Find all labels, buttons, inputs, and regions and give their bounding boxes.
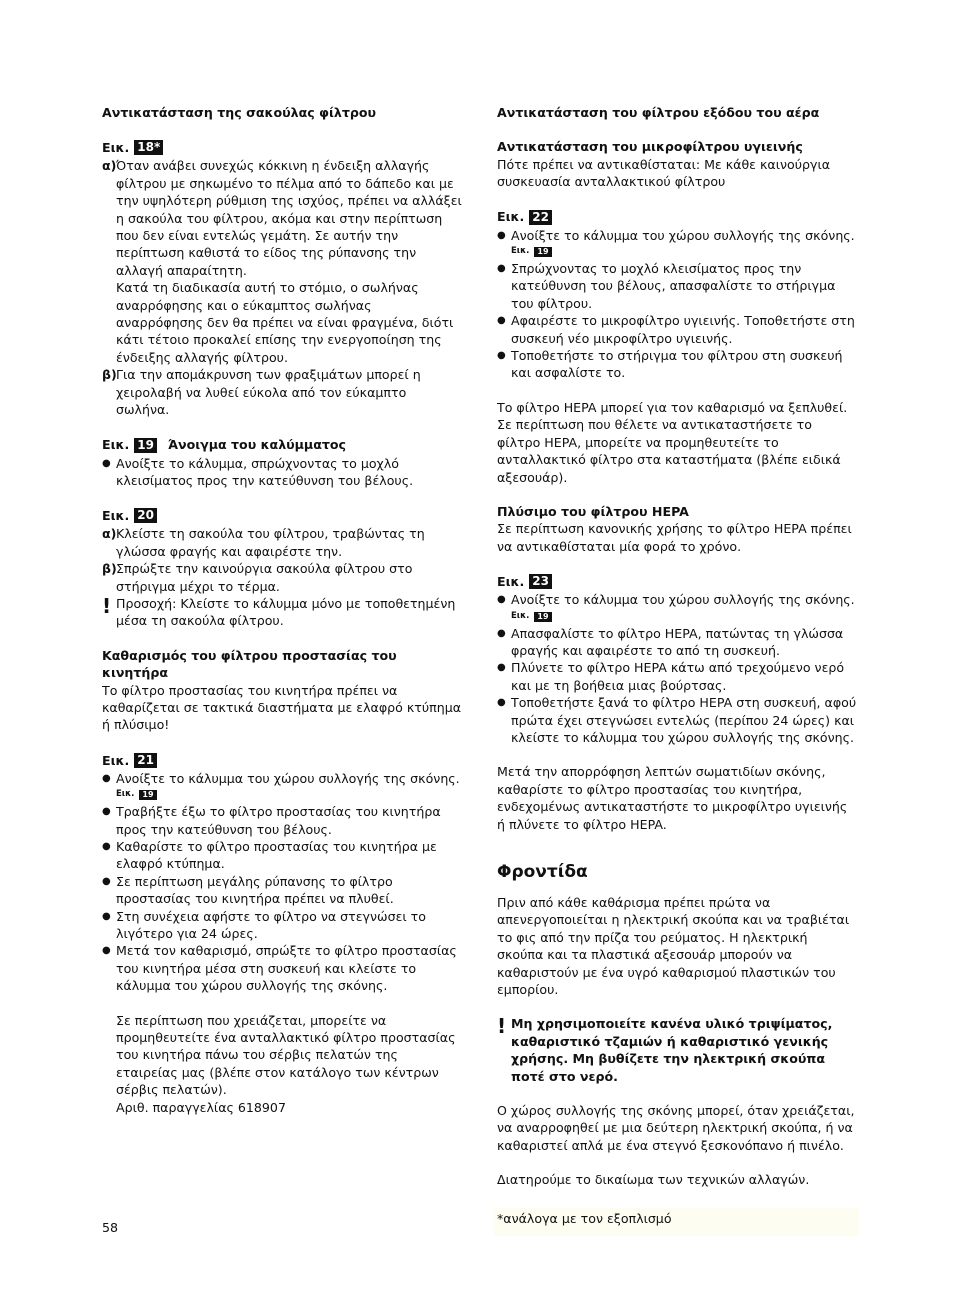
bullet-icon: ●	[497, 662, 506, 674]
paragraph: Ο χώρος συλλογής της σκόνης μπορεί, όταν χρειάζεται, να αναρροφηθεί με μια δεύτερη ηλεκτρική σκούπα, ή να καθαριστεί απλά με ένα στεγνό ξεσκονόπανο ή πινέλο.	[497, 1103, 855, 1153]
figure-number-badge: 19	[534, 247, 551, 257]
list-item: ● Αφαιρέστε το μικροφίλτρο υγιεινής. Τοποθετήστε στη συσκευή νέο μικροφίλτρο υγιεινής.	[497, 313, 855, 346]
step-label: β)	[102, 367, 117, 383]
list-item: ● Ανοίξτε το κάλυμμα του χώρου συλλογής της σκόνης.	[497, 592, 855, 608]
footnote: *ανάλογα με τον εξοπλισμό	[494, 1208, 859, 1236]
page-number: 58	[102, 1220, 119, 1235]
paragraph: Μετά την απορρόφηση λεπτών σωματιδίων σκόνης, καθαρίστε το φίλτρο προστασίας του κινητήρα, ενδεχομένως αντικαταστήστε το μικροφίλτρο υγιεινής ή πλύνετε το φίλτρο HEPA.	[497, 764, 848, 832]
figure-number-badge: 18*	[134, 140, 163, 155]
figure-ref: Εικ. 20	[102, 506, 462, 525]
right-column	[497, 104, 857, 1189]
figure-number-badge: 19	[139, 790, 156, 800]
section-heading: Φροντίδα	[497, 862, 588, 882]
bullet-icon: ●	[102, 945, 111, 957]
list-item: ● Τοποθετήστε ξανά το φίλτρο HEPA στη συσκευή, αφού πρώτα έχει στεγνώσει εντελώς (περίπου 24 ώρες) και κλείστε το κάλυμμα του χώρου συλλογής της σκόνης.	[497, 695, 857, 745]
list-item: ● Ανοίξτε το κάλυμμα του χώρου συλλογής της σκόνης.	[497, 227, 855, 243]
paragraph: Διατηρούμε το δικαίωμα των τεχνικών αλλαγών.	[497, 1172, 810, 1188]
bullet-icon: ●	[102, 772, 111, 784]
paragraph: Πριν από κάθε καθάρισμα πρέπει πρώτα να απενεργοποιείται η ηλεκτρική σκούπα και να τραβιέται το φις από την πρίζα του ρεύματος. Η ηλεκτρική σκούπα και τα πλαστικά αξεσουάρ μπορούν να καθαριστούν με ένα υγρό καθαρισμού πλαστικών του εμπορίου.	[497, 895, 850, 998]
section-title: Πλύσιμο του φίλτρου HEPA	[497, 503, 689, 519]
list-item: ● Μετά τον καθαρισμό, σπρώξτε το φίλτρο προστασίας του κινητήρα μέσα στη συσκευή και κλείστε το κάλυμμα του χώρου συλλογής της σκόνης.	[102, 943, 457, 994]
section-title: Καθαρισμός του φίλτρου προστασίας του κινητήρα	[102, 647, 397, 681]
section-title: Αντικατάσταση της σακούλας φίλτρου	[102, 105, 377, 120]
warning-note: ! Μη χρησιμοποιείτε κανένα υλικό τριψίματος, καθαριστικό τζαμιών ή καθαριστικό γενικής χρήσης. Μη βυθίζετε την ηλεκτρική σκούπα ποτέ στο νερό.	[497, 1014, 833, 1084]
bullet-icon: ●	[497, 229, 506, 241]
list-item: ● Τοποθετήστε το στήριγμα του φίλτρου στη συσκευή και ασφαλίστε το.	[497, 348, 843, 381]
step-label: α)	[102, 158, 117, 174]
figure-ref-small: Εικ. 19	[511, 609, 857, 625]
bullet-icon: ●	[497, 350, 506, 362]
list-item: ● Τραβήξτε έξω το φίλτρο προστασίας του κινητήρα προς την κατεύθυνση του βέλους.	[102, 804, 441, 837]
section-title: Άνοιγμα του καλύμματος	[167, 437, 347, 453]
list-item: ● Καθαρίστε το φίλτρο προστασίας του κινητήρα με ελαφρό κτύπημα.	[102, 839, 437, 872]
warning-note: ! Προσοχή: Κλείστε το κάλυμμα μόνο με τοποθετημένη μέσα τη σακούλα φίλτρου.	[102, 593, 456, 629]
bullet-icon: ●	[102, 806, 111, 818]
bullet-icon: ●	[497, 697, 506, 709]
list-item: ● Στη συνέχεια αφήστε το φίλτρο να στεγνώσει το λιγότερο για 24 ώρες.	[102, 908, 426, 942]
step-a: α) Κλείστε τη σακούλα του φίλτρου, τραβώντας τη γλώσσα φραγής και αφαιρέστε την.	[102, 526, 425, 559]
figure-ref-small: Εικ. 19	[116, 787, 462, 803]
bullet-icon: ●	[497, 315, 506, 327]
figure-ref: Εικ. 23	[497, 572, 857, 591]
bullet-icon: ●	[497, 594, 506, 606]
bullet-icon: ●	[497, 627, 506, 639]
step-label: β)	[102, 561, 117, 577]
figure-number-badge: 22	[529, 210, 552, 225]
bullet-icon: ●	[497, 263, 506, 275]
list-item: ● Ανοίξτε το κάλυμμα, σπρώχνοντας το μοχλό κλεισίματος προς την κατεύθυνση του βέλους.	[102, 455, 414, 488]
list-item: ● Απασφαλίστε το φίλτρο HEPA, πατώντας τη γλώσσα φραγής και αφαιρέστε το από τη συσκευή.	[497, 625, 844, 658]
list-item: ● Σε περίπτωση μεγάλης ρύπανσης το φίλτρο προστασίας του κινητήρα πρέπει να πλυθεί.	[102, 873, 394, 907]
bullet-icon: ●	[102, 875, 111, 887]
step-b: β) Σπρώξτε την καινούργια σακούλα φίλτρου στο στήριγμα μέχρι το τέρμα.	[102, 561, 413, 594]
figure-ref: Εικ. 18*	[102, 138, 462, 157]
figure-number-badge: 19	[134, 438, 157, 453]
figure-ref: Εικ. 21	[102, 751, 462, 770]
step-b	[102, 366, 462, 418]
step-text: Όταν ανάβει συνεχώς κόκκινη η ένδειξη αλλαγής φίλτρου με σηκωμένο το πέλμα από το δάπεδο και με την υψηλότερη ρύθμιση της ισχύος, πρέπει να αλλάξει η σακούλα του φίλτρου, ακόμα και στην περίπτωση που δεν είναι εντελώς γεμάτη. Σε αυτήν την περίπτωση καθιστά το είδος της ρύπανσης την αλλαγή απαραίτητη.	[116, 158, 462, 278]
figure-number-badge: 20	[134, 508, 157, 523]
bullet-icon: ●	[102, 841, 111, 852]
figure-number-badge: 21	[134, 753, 157, 768]
section-subtitle: Αντικατάσταση του μικροφίλτρου υγιεινής	[497, 139, 803, 155]
step-a	[102, 157, 462, 279]
list-item: ● Πλύνετε το φίλτρο HEPA κάτω από τρεχούμενο νερό και με τη βοήθεια μιας βούρτσας.	[497, 660, 845, 693]
bullet-icon: ●	[102, 457, 111, 469]
step-text: Για την απομάκρυνση των φραξιμάτων μπορεί η χειρολαβή να λυθεί εύκολα από τον εύκαμπτο σωλήνα.	[116, 367, 421, 418]
section-title: Αντικατάσταση του φίλτρου εξόδου του αέρα	[497, 105, 820, 120]
figure-number-badge: 19	[534, 612, 551, 622]
step-label: α)	[102, 526, 117, 542]
paragraph: Σε περίπτωση κανονικής χρήσης το φίλτρο HEPA πρέπει να αντικαθίσταται μία φορά το χρόνο.	[497, 521, 852, 554]
figure-ref: Εικ. 19 Άνοιγμα του καλύμματος	[102, 437, 347, 453]
warning-icon: !	[497, 1014, 507, 1039]
figure-ref: Εικ. 22	[497, 208, 857, 227]
paragraph: Το φίλτρο HEPA μπορεί για τον καθαρισμό να ξεπλυθεί. Σε περίπτωση που θέλετε να αντικαταστήσετε το φίλτρο HEPA, μπορείτε να προμηθευτείτε το ανταλλακτικό φίλτρο στα καταστήματα (βλέπε ειδικά αξεσουάρ).	[497, 399, 848, 485]
bullet-icon: ●	[102, 910, 111, 922]
left-column	[102, 104, 462, 1116]
list-item: ● Ανοίξτε το κάλυμμα του χώρου συλλογής της σκόνης.	[102, 770, 460, 786]
figure-number-badge: 23	[529, 574, 552, 589]
paragraph: Πότε πρέπει να αντικαθίσταται: Με κάθε καινούργια συσκευασία ανταλλακτικού φίλτρου	[497, 156, 831, 190]
warning-icon: !	[102, 593, 112, 618]
list-item: ● Σπρώχνοντας το μοχλό κλεισίματος προς την κατεύθυνση του βέλους, απασφαλίστε το στήριγμα του φίλτρου.	[497, 261, 836, 311]
order-number: Αριθ. παραγγελίας 618907	[116, 1099, 286, 1115]
paragraph: Το φίλτρο προστασίας του κινητήρα πρέπει να καθαρίζεται σε τακτικά διαστήματα με ελαφρό κτύπημα ή πλύσιμο!	[102, 682, 462, 733]
paragraph: Σε περίπτωση που χρειάζεται, μπορείτε να προμηθευτείτε ένα ανταλλακτικό φίλτρο προστασίας του κινητήρα πάνω του σέρβις πελατών της εταιρείας μας (βλέπε στον κατάλογο των κέντρων σέρβις πελατών).	[116, 1012, 456, 1098]
figure-ref-small: Εικ. 19	[511, 244, 857, 260]
step-text-continued: Κατά τη διαδικασία αυτή το στόμιο, ο σωλήνας αναρρόφησης και ο εύκαμπτος σωλήνας αναρρόφησης δεν θα πρέπει να είναι φραγμένα, διότι κάτι τέτοιο προκαλεί επίσης την ενεργοποίηση της ένδειξης αλλαγής φίλτρου.	[116, 280, 454, 365]
